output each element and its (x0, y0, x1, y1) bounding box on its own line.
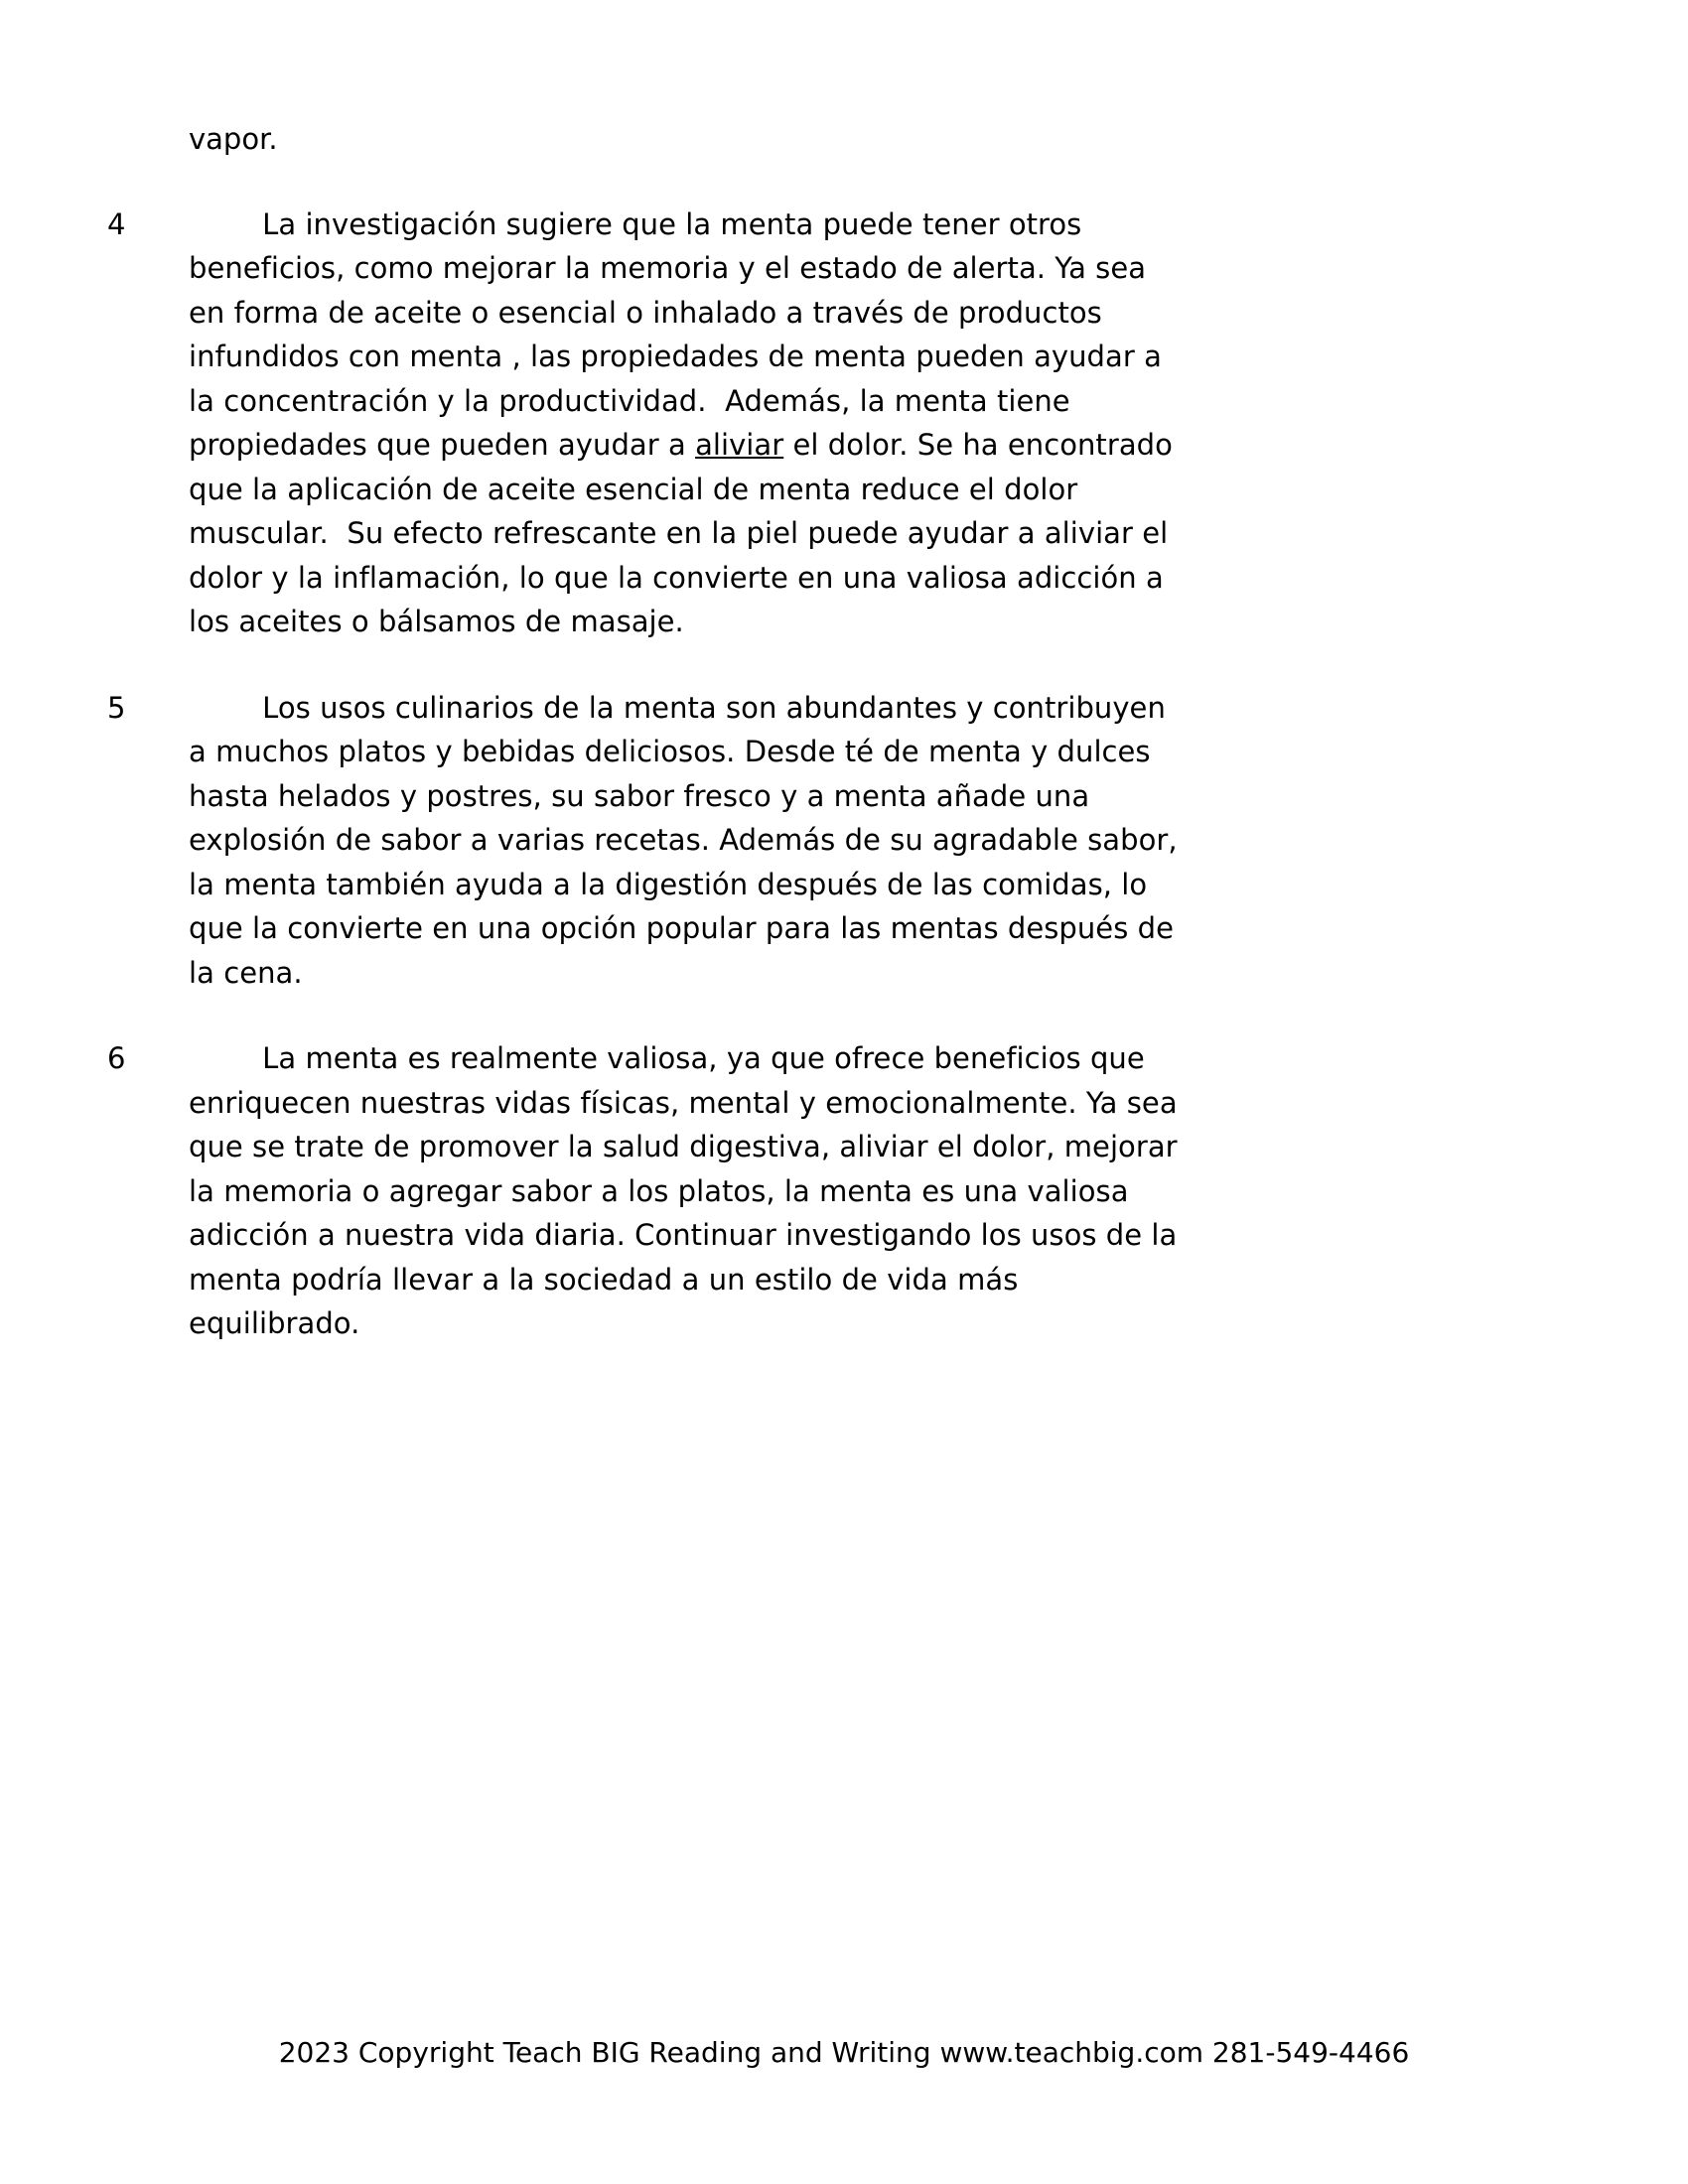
paragraph-block-5 (0, 686, 1688, 996)
paragraph-block-6 (0, 1036, 1688, 1346)
paragraph-number-4: 4 (107, 206, 126, 241)
paragraph-4-segment-after: el dolor. Se ha encontrado que la aplicación de aceite esencial de menta reduce el dolor muscular. Su efecto refrescante en la piel puede ayudar a aliviar el dolor y la inflamación, lo que la convierte en una valiosa adicción a los aceites o bálsamos de masaje. (189, 428, 1183, 638)
paragraph-4-segment-before: La investigación sugiere que la menta puede tener otros beneficios, como mejorar la memoria y el estado de alerta. Ya sea en forma de aceite o esencial o inhalado a través de productos infundidos con menta , las propiedades de menta pueden ayudar a la concentración y la productividad. Además, la menta tiene propiedades que pueden ayudar a (189, 206, 1172, 462)
carryover-line: vapor. (189, 122, 278, 156)
paragraph-text-6: La menta es realmente valiosa, ya que ofrece beneficios que enriquecen nuestras vidas físicas, mental y emocionalmente. Ya sea que se trate de promover la salud digestiva, aliviar el dolor, mejorar la memoria o agregar sabor a los platos, la menta es una valiosa adicción a nuestra vida diaria. Continuar investigando los usos de la menta podría llevar a la sociedad a un estilo de vida más equilibrado. (189, 1041, 1187, 1340)
paragraph-number-6: 6 (107, 1041, 126, 1075)
paragraph-number-5: 5 (107, 690, 126, 725)
page-footer-copyright: 2023 Copyright Teach BIG Reading and Writing www.teachbig.com 281-549-4466 (278, 2036, 1410, 2069)
paragraph-block-4 (0, 203, 1688, 644)
paragraph-text-5: Los usos culinarios de la menta son abundantes y contribuyen a muchos platos y bebidas deliciosos. Desde té de menta y dulces hasta helados y postres, su sabor fresco y a menta añade una explosión de sabor a varias recetas. Además de su agradable sabor, la menta también ayuda a la digestión después de las comidas, lo que la convierte en una opción popular para las mentas después de la cena. (189, 690, 1187, 990)
paragraph-text-4 (0, 203, 1688, 644)
paragraph-4-underlined-term: aliviar (695, 428, 784, 462)
